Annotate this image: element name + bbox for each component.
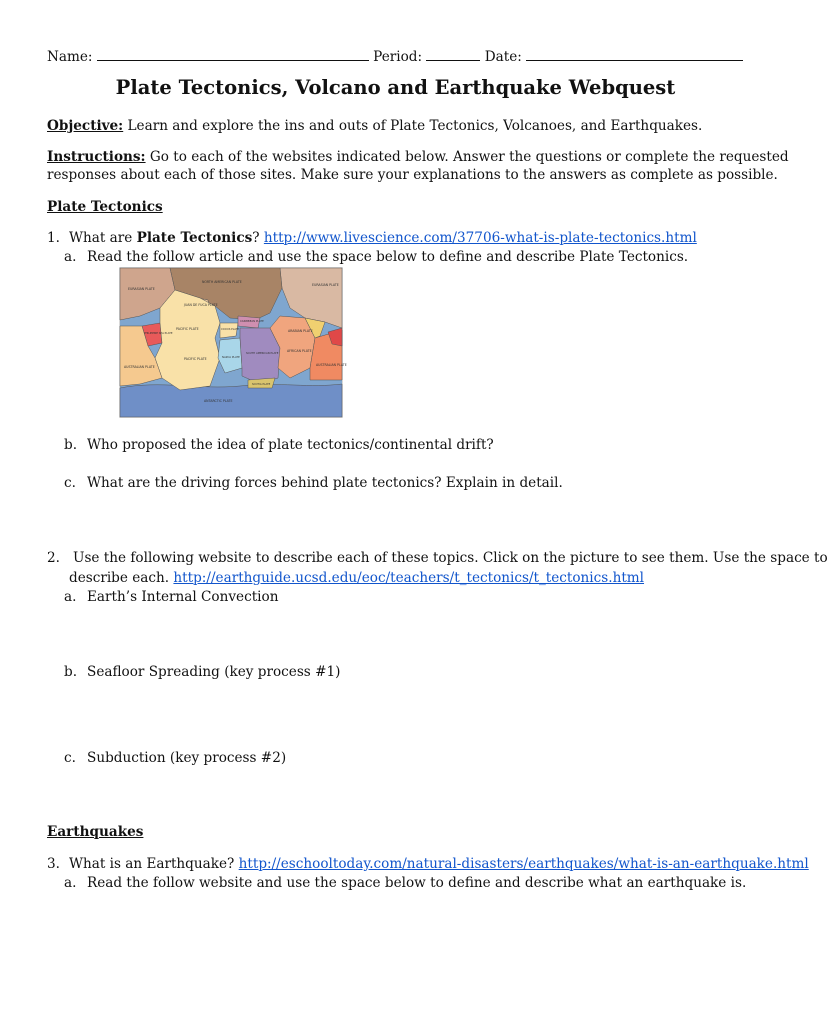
q1-question [69,229,697,247]
objective [47,117,702,135]
objective-text: Learn and explore the ins and outs of Plate Tectonics, Volcanoes, and Earthquakes. [123,118,703,134]
name-row [47,47,743,66]
q1-link[interactable]: http://www.livescience.com/37706-what-is-plate-tectonics.html [263,230,697,246]
map-label-south-american: SOUTH AMERICAN PLATE [246,352,279,355]
page-title: Plate Tectonics, Volcano and Earthquake Webquest [115,76,676,99]
map-label-caribbean: CARIBBEAN PLATE [240,320,264,323]
q1b-text: Who proposed the idea of plate tectonics/continental drift? [87,437,494,453]
section-heading-earthquakes: Earthquakes [47,824,144,840]
q1b-marker: b. [64,437,78,453]
q3-link[interactable]: http://eschooltoday.com/natural-disasters/earthquakes/what-is-an-earthquake.html [238,856,809,872]
q3-pre: What is an Earthquake? [69,856,239,872]
q2a-marker: a. [64,589,77,605]
map-label-north-american: NORTH AMERICAN PLATE [202,280,242,284]
q1-bold: Plate Tectonics [136,230,253,246]
instructions [47,148,789,166]
q1c-text: What are the driving forces behind plate tectonics? Explain in detail. [87,475,563,491]
q1-number: 1. [47,230,60,246]
map-label-pacific-north: PACIFIC PLATE [176,327,199,331]
q2-text-line2 [69,569,644,587]
section-heading-plate-tectonics: Plate Tectonics [47,199,163,215]
q3-number: 3. [47,856,60,872]
q2-text-line2-pre: describe each. [69,570,174,586]
q3a-marker: a. [64,875,77,891]
map-label-arabian: ARABIAN PLATE [288,329,313,333]
name-label: Name: [47,49,93,65]
q1-pre: What are [69,230,137,246]
map-label-indo-australian: AUSTRALIAN PLATE [316,363,347,367]
plate-tectonics-map [119,267,347,418]
map-label-australian: AUSTRALIAN PLATE [124,365,155,369]
q2-link[interactable]: http://earthguide.ucsd.edu/eoc/teachers/t_tectonics/t_tectonics.html [173,570,645,586]
map-label-scotia: SCOTIA PLATE [252,383,271,386]
period-label: Period: [373,49,423,65]
q3-question [69,855,809,873]
map-label-juan-de-fuca: JUAN DE FUCA PLATE [184,303,218,307]
q2c-marker: c. [64,750,76,766]
name-field[interactable] [97,47,369,61]
date-label: Date: [484,49,522,65]
q2a-text: Earth’s Internal Convection [87,589,279,605]
q1c-marker: c. [64,475,76,491]
q2-text-line1: Use the following website to describe each of these topics. Click on the picture to see them. Use the space to [73,550,828,566]
q2b-marker: b. [64,664,78,680]
instructions-label: Instructions: [47,149,146,165]
q2b-text: Seafloor Spreading (key process #1) [87,664,341,680]
map-label-eurasian: EURASIAN PLATE [128,287,155,291]
instructions-text-line2: responses about each of those sites. Make sure your explanations to the answers as complete as possible. [47,167,778,183]
period-field[interactable] [426,47,480,61]
map-label-cocos: COCOS PLATE [221,328,240,331]
q1a-marker: a. [64,249,77,265]
date-field[interactable] [526,47,743,61]
map-label-antarctic: ANTARCTIC PLATE [204,399,233,403]
map-label-african: AFRICAN PLATE [287,349,312,353]
q1-post: ? [252,230,264,246]
instructions-text-line1: Go to each of the websites indicated below. Answer the questions or complete the requested [145,149,789,165]
map-label-eurasian-east: EURASIAN PLATE [312,283,339,287]
q3a-text: Read the follow website and use the space below to define and describe what an earthquake is. [87,875,747,891]
objective-label: Objective: [47,118,124,134]
map-label-nazca: NAZCA PLATE [222,356,240,359]
q2c-text: Subduction (key process #2) [87,750,287,766]
plate-map-svg [120,268,347,417]
map-label-pacific: PACIFIC PLATE [184,357,207,361]
map-label-philippine: PHILIPPINE SEA PLATE [144,332,173,335]
q1a-text: Read the follow article and use the space below to define and describe Plate Tectonics. [87,249,689,265]
q2-number: 2. [47,550,60,566]
